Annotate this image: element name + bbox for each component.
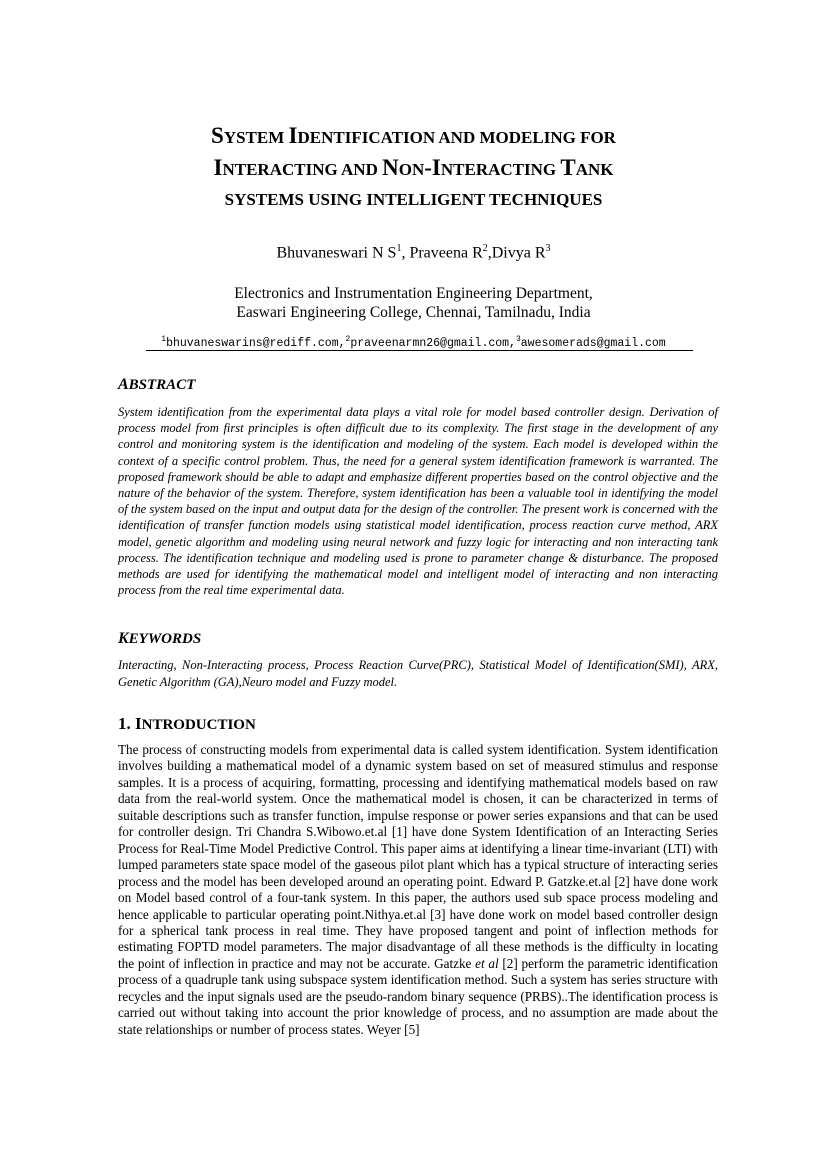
title-text: DENTIFICATION AND MODELING FOR xyxy=(297,128,616,147)
author-list xyxy=(100,243,727,262)
heading-initial: K xyxy=(118,630,129,647)
title-text: ON xyxy=(398,160,425,179)
email-mark: 3 xyxy=(515,335,521,344)
keywords-heading xyxy=(118,630,201,648)
keywords-text: Interacting, Non-Interacting process, Process Reaction Curve(PRC), Statistical Model of Identification(SMI), ARX, Genetic Algorithm (GA),Neuro model and Fuzzy model. xyxy=(118,658,718,689)
title-text: NTERACTING AND xyxy=(222,160,383,179)
introduction-text xyxy=(118,742,718,1038)
heading-text: EYWORDS xyxy=(128,631,202,647)
heading-text: BSTRACT xyxy=(128,377,196,393)
title-text: YSTEM xyxy=(223,128,289,147)
title-initial: I xyxy=(431,155,441,180)
author-separator: , xyxy=(487,244,492,262)
heading-number: 1. xyxy=(118,714,135,733)
paper-title xyxy=(100,121,727,215)
author-name: Divya R xyxy=(491,244,546,262)
body-text: [2] perform the parametric identification process of a quadruple tank using subspace system identification method. Such a system has series structure with recycles and the input signals used are the pseudo-random binary sequence (PRBS)..The identification process is carried out without taking into account the prior knowledge of process, and no assumption are made about the state relationships or number of process states. Weyer [5] xyxy=(118,955,718,1037)
author-name: Bhuvaneswari N S xyxy=(276,244,397,262)
heading-initial: I xyxy=(135,714,142,733)
email-link[interactable]: bhuvaneswarins@rediff.com, xyxy=(166,336,346,350)
author-name: Praveena R xyxy=(409,244,483,262)
title-initial: T xyxy=(560,155,576,180)
author-emails xyxy=(100,335,727,350)
email-mark: 2 xyxy=(345,335,351,344)
title-line-1 xyxy=(100,121,727,153)
title-initial: I xyxy=(288,123,298,148)
author-affil-mark: 2 xyxy=(482,243,488,254)
title-initial: N xyxy=(382,155,399,180)
body-text: The process of constructing models from experimental data is called system identification. System identification involves building a mathematical model of a dynamic system based on set of measured stimulus and response samples. It is a process of acquiring, formatting, processing and identifying mathematical models based on raw data from the real-world system. Once the mathematical model is chosen, it can be characterized in terms of suitable descriptions such as transfer function, impulse response or power series expansions and that can be used for controller design. Tri Chandra S.Wibowo.et.al [1] have done System Identification of an Interacting Series Process for Real-Time Model Predictive Control. This paper aims at identifying a linear time-invariant (LTI) with lumped parameters state space model of the gaseous pilot plant which has a typical structure of interacting series process and the model has been developed around an operating point. Edward P. Gatzke.et.al [2] have done work on Model based control of a four-tank system. In this paper, the authors used sub space process modeling and hence applicable to particular operating point.Nithya.et.al [3] have done work on model based controller design for a spherical tank process in real time. They have proposed tangent and point of inflection methods for estimating FOPTD model parameters. The major disadvantage of all these methods is the difficulty in locating the point of inflection in practice and may not be accurate. Gatzke xyxy=(118,742,718,971)
heading-initial: A xyxy=(118,376,129,393)
introduction-heading xyxy=(118,714,256,734)
email-mark: 1 xyxy=(161,335,167,344)
author-affil-mark: 1 xyxy=(396,243,402,254)
author-separator: , xyxy=(401,244,410,262)
email-underline xyxy=(146,350,693,351)
affiliation xyxy=(100,284,727,322)
author-affil-mark: 3 xyxy=(545,243,551,254)
title-text: NTERACTING xyxy=(440,160,561,179)
abstract-heading xyxy=(118,376,195,394)
email-link[interactable]: praveenarmn26@gmail.com, xyxy=(350,336,516,350)
abstract-text: System identification from the experimental data plays a vital role for model based controller design. Derivation of process model from first principles is often difficult due to its complexity. The first stage in the development of any control and monitoring system is the identification and modeling of the system. Each model is developed within the context of a specific control problem. Thus, the need for a general system identification framework is warranted. The proposed framework should be able to adapt and emphasize different properties based on the control objective and the nature of the behavior of the system. Therefore, system identification has been a valuable tool in identifying the model of the system based on the input and output data for the design of the controller. The present work is concerned with the identification of transfer function models using statistical model identification, process reaction curve method, ARX model, genetic algorithm and modeling using neural network and fuzzy logic for interacting and non interacting tank process. The identification technique and modeling used is prone to parameter change & disturbance. The proposed methods are used for identifying the mathematical model and intelligent model of interacting and non interacting process from the real time experimental data. xyxy=(118,405,718,598)
affiliation-line: Electronics and Instrumentation Engineering Department, xyxy=(234,285,593,302)
title-line-3: SYSTEMS USING INTELLIGENT TECHNIQUES xyxy=(224,190,603,209)
affiliation-line: Easwari Engineering College, Chennai, Tamilnadu, India xyxy=(236,304,591,321)
title-text: - xyxy=(424,155,432,180)
email-link[interactable]: awesomerads@gmail.com xyxy=(520,336,666,350)
body-text-italic: et al xyxy=(475,955,499,971)
title-initial: I xyxy=(213,155,223,180)
title-line-2 xyxy=(100,153,727,185)
title-text: ANK xyxy=(575,160,614,179)
heading-text: NTRODUCTION xyxy=(141,717,256,733)
title-initial: S xyxy=(211,123,224,148)
